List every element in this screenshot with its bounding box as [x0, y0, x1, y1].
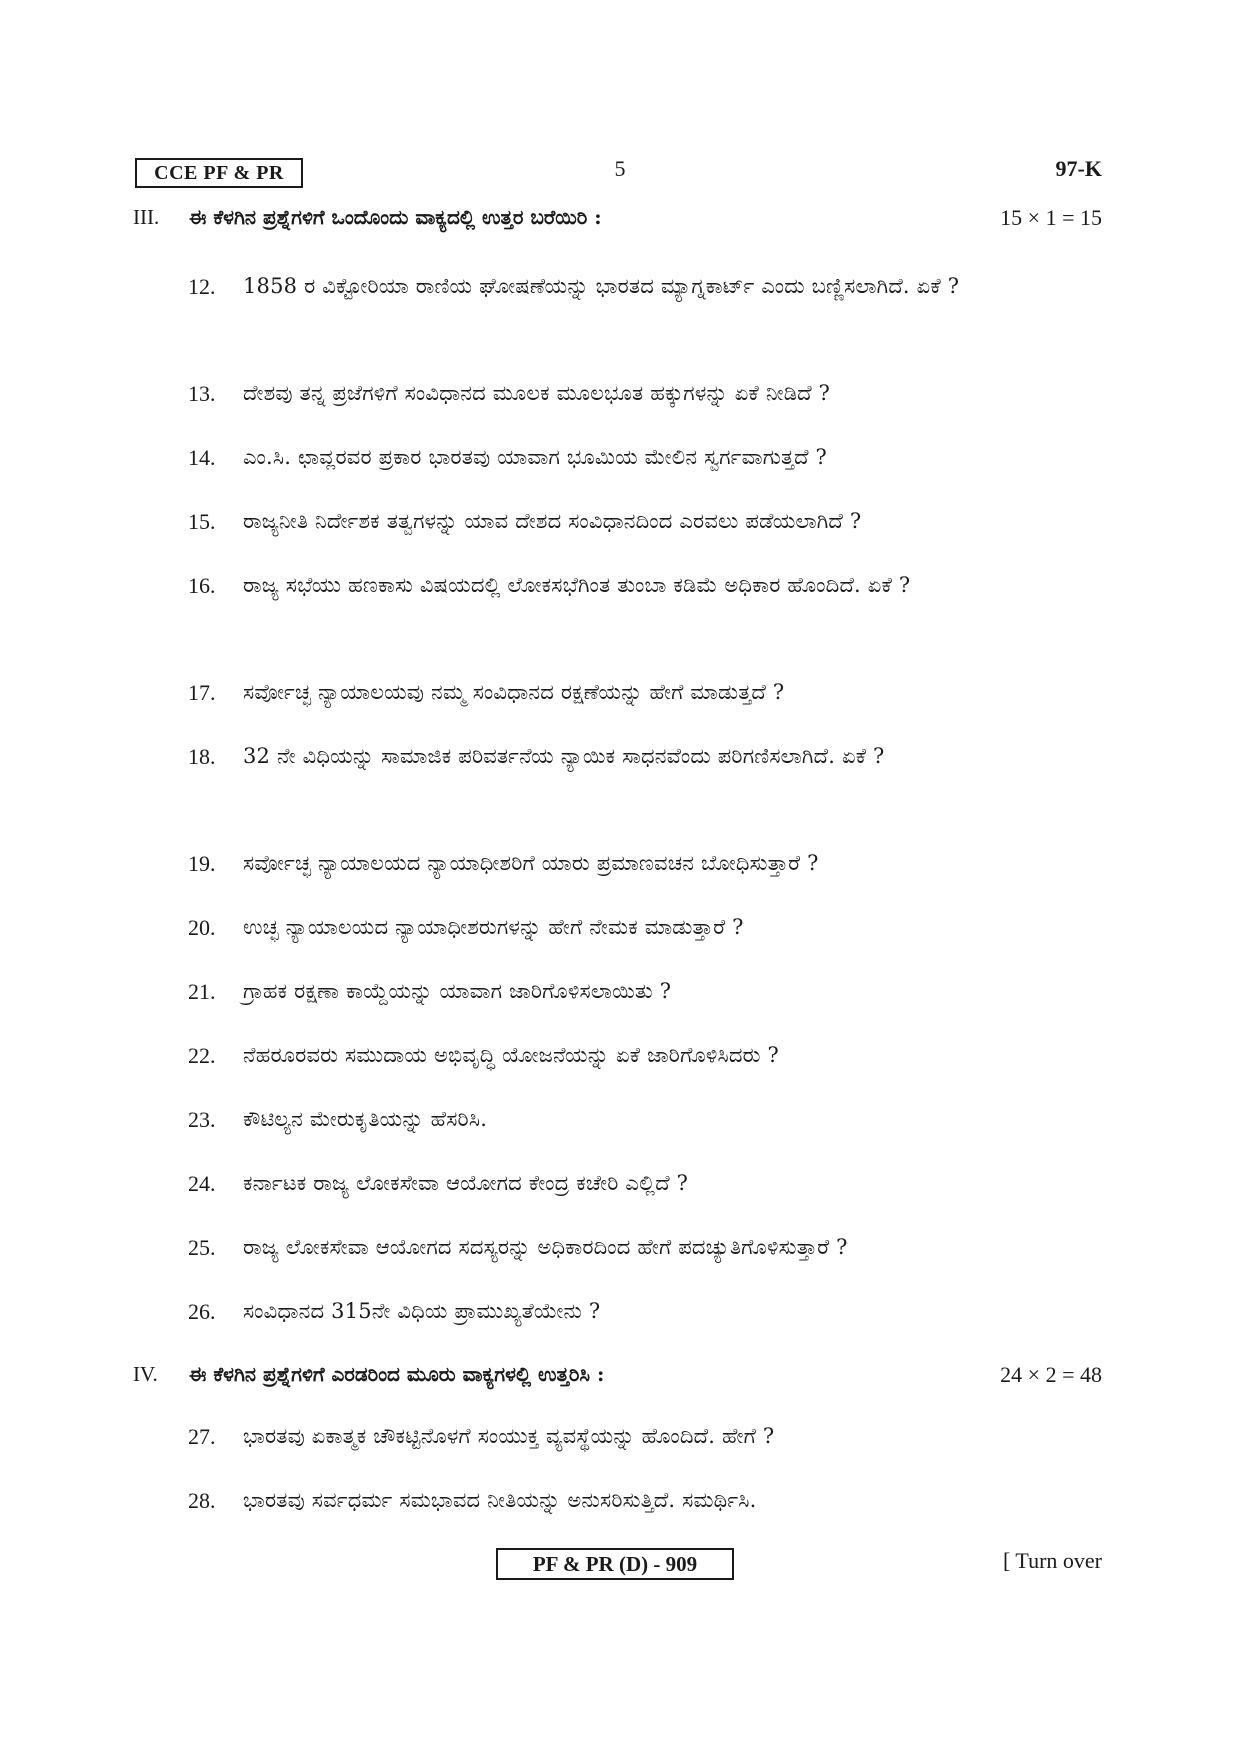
turn-over-note: [ Turn over	[1002, 1548, 1102, 1573]
question-text: ಎಂ.ಸಿ. ಛಾವ್ಲರವರ ಪ್ರಕಾರ ಭಾರತವು ಯಾವಾಗ ಭೂಮಿಯ ಮೇಲಿನ ಸ್ವರ್ಗವಾಗುತ್ತದೆ ?	[243, 445, 828, 469]
section-marks: 15 × 1 = 15	[1000, 205, 1102, 230]
question-number: 27.	[188, 1424, 216, 1449]
language-code: 97-K	[1055, 156, 1102, 181]
question-item	[188, 373, 1102, 414]
section-marks: 24 × 2 = 48	[1000, 1362, 1102, 1387]
question-item	[188, 971, 1102, 1012]
section-heading	[133, 205, 1102, 239]
question-text: ಸರ್ವೋಚ್ಛ ನ್ಯಾಯಾಲಯವು ನಮ್ಮ ಸಂವಿಧಾನದ ರಕ್ಷಣೆಯನ್ನು ಹೇಗೆ ಮಾಡುತ್ತದೆ ?	[243, 680, 785, 704]
question-number: 26.	[188, 1299, 216, 1324]
question-number: 12.	[188, 274, 216, 299]
question-number: 21.	[188, 979, 216, 1004]
question-item	[188, 843, 1102, 884]
question-text: ರಾಜ್ಯ ಲೋಕಸೇವಾ ಆಯೋಗದ ಸದಸ್ಯರನ್ನು ಅಧಿಕಾರದಿಂದ ಹೇಗೆ ಪದಚ್ಯುತಿಗೊಳಿಸುತ್ತಾರೆ ?	[243, 1235, 848, 1259]
question-number: 20.	[188, 915, 216, 940]
question-item	[188, 1163, 1102, 1204]
question-item	[188, 1480, 1102, 1521]
question-item	[188, 672, 1102, 713]
question-number: 23.	[188, 1107, 216, 1132]
question-number: 13.	[188, 381, 216, 406]
question-number: 28.	[188, 1488, 216, 1513]
question-text: 1858 ರ ವಿಕ್ಟೋರಿಯಾ ರಾಣಿಯ ಘೋಷಣೆಯನ್ನು ಭಾರತದ ಮ್ಯಾಗ್ನಕಾರ್ಟ್ ಎಂದು ಬಣ್ಣಿಸಲಾಗಿದೆ. ಏಕೆ ?	[243, 274, 960, 298]
question-text: ಗ್ರಾಹಕ ರಕ್ಷಣಾ ಕಾಯ್ದೆಯನ್ನು ಯಾವಾಗ ಜಾರಿಗೊಳಿಸಲಾಯಿತು ?	[243, 979, 672, 1003]
question-text: ನೆಹರೂರವರು ಸಮುದಾಯ ಅಭಿವೃದ್ಧಿ ಯೋಜನೆಯನ್ನು ಏಕೆ ಜಾರಿಗೊಳಿಸಿದರು ?	[243, 1043, 779, 1067]
question-item	[188, 565, 1102, 606]
question-number: 19.	[188, 851, 216, 876]
question-item	[188, 501, 1102, 542]
question-text: ದೇಶವು ತನ್ನ ಪ್ರಜೆಗಳಿಗೆ ಸಂವಿಧಾನದ ಮೂಲಕ ಮೂಲಭೂತ ಹಕ್ಕುಗಳನ್ನು ಏಕೆ ನೀಡಿದೆ ?	[243, 381, 831, 405]
question-item	[188, 1035, 1102, 1076]
question-number: 15.	[188, 509, 216, 534]
section-number: III.	[133, 205, 160, 229]
question-number: 17.	[188, 680, 216, 705]
question-text: ರಾಜ್ಯ ಸಭೆಯು ಹಣಕಾಸು ವಿಷಯದಲ್ಲಿ ಲೋಕಸಭೆಗಿಂತ ತುಂಬಾ ಕಡಿಮೆ ಅಧಿಕಾರ ಹೊಂದಿದೆ. ಏಕೆ ?	[243, 573, 911, 597]
paper-id-box: PF & PR (D) - 909	[496, 1548, 734, 1580]
question-text: ಉಚ್ಛ ನ್ಯಾಯಾಲಯದ ನ್ಯಾಯಾಧೀಶರುಗಳನ್ನು ಹೇಗೆ ನೇಮಕ ಮಾಡುತ್ತಾರೆ ?	[243, 915, 744, 939]
question-item	[188, 437, 1102, 478]
question-number: 22.	[188, 1043, 216, 1068]
question-item	[188, 266, 1102, 307]
question-item	[188, 736, 1102, 777]
question-number: 18.	[188, 744, 216, 769]
question-text: ಕರ್ನಾಟಕ ರಾಜ್ಯ ಲೋಕಸೇವಾ ಆಯೋಗದ ಕೇಂದ್ರ ಕಚೇರಿ ಎಲ್ಲಿದೆ ?	[243, 1171, 689, 1195]
question-text: 32 ನೇ ವಿಧಿಯನ್ನು ಸಾಮಾಜಿಕ ಪರಿವರ್ತನೆಯ ನ್ಯಾಯಿಕ ಸಾಧನವೆಂದು ಪರಿಗಣಿಸಲಾಗಿದೆ. ಏಕೆ ?	[243, 744, 885, 768]
section-instruction: ಈ ಕೆಳಗಿನ ಪ್ರಶ್ನೆಗಳಿಗೆ ಎರಡರಿಂದ ಮೂರು ವಾಕ್ಯಗಳಲ್ಲಿ ಉತ್ತರಿಸಿ :	[189, 1362, 605, 1386]
page-number: 5	[614, 156, 626, 181]
question-item	[188, 1227, 1102, 1268]
question-item	[188, 1291, 1102, 1332]
question-text: ಕೌಟಿಲ್ಯನ ಮೇರುಕೃತಿಯನ್ನು ಹೆಸರಿಸಿ.	[243, 1107, 488, 1131]
question-number: 25.	[188, 1235, 216, 1260]
question-number: 24.	[188, 1171, 216, 1196]
question-item	[188, 1416, 1102, 1457]
question-number: 16.	[188, 573, 216, 598]
question-item	[188, 907, 1102, 948]
question-number: 14.	[188, 445, 216, 470]
question-text: ಭಾರತವು ಸರ್ವಧರ್ಮ ಸಮಭಾವದ ನೀತಿಯನ್ನು ಅನುಸರಿಸುತ್ತಿದೆ. ಸಮರ್ಥಿಸಿ.	[243, 1488, 757, 1512]
question-text: ಸರ್ವೋಚ್ಛ ನ್ಯಾಯಾಲಯದ ನ್ಯಾಯಾಧೀಶರಿಗೆ ಯಾರು ಪ್ರಮಾಣವಚನ ಬೋಧಿಸುತ್ತಾರೆ ?	[243, 851, 819, 875]
section-number: IV.	[133, 1362, 158, 1386]
question-text: ರಾಜ್ಯನೀತಿ ನಿರ್ದೇಶಕ ತತ್ವಗಳನ್ನು ಯಾವ ದೇಶದ ಸಂವಿಧಾನದಿಂದ ಎರವಲು ಪಡೆಯಲಾಗಿದೆ ?	[243, 509, 862, 533]
paper-code-box: CCE PF & PR	[135, 158, 303, 188]
section-heading	[133, 1362, 1102, 1396]
question-text: ಸಂವಿಧಾನದ 315ನೇ ವಿಧಿಯ ಪ್ರಾಮುಖ್ಯತೆಯೇನು ?	[243, 1299, 601, 1323]
question-item	[188, 1099, 1102, 1140]
question-text: ಭಾರತವು ಏಕಾತ್ಮಕ ಚೌಕಟ್ಟಿನೊಳಗೆ ಸಂಯುಕ್ತ ವ್ಯವಸ್ಥೆಯನ್ನು ಹೊಂದಿದೆ. ಹೇಗೆ ?	[243, 1424, 775, 1448]
section-instruction: ಈ ಕೆಳಗಿನ ಪ್ರಶ್ನೆಗಳಿಗೆ ಒಂದೊಂದು ವಾಕ್ಯದಲ್ಲಿ ಉತ್ತರ ಬರೆಯಿರಿ :	[189, 205, 602, 229]
